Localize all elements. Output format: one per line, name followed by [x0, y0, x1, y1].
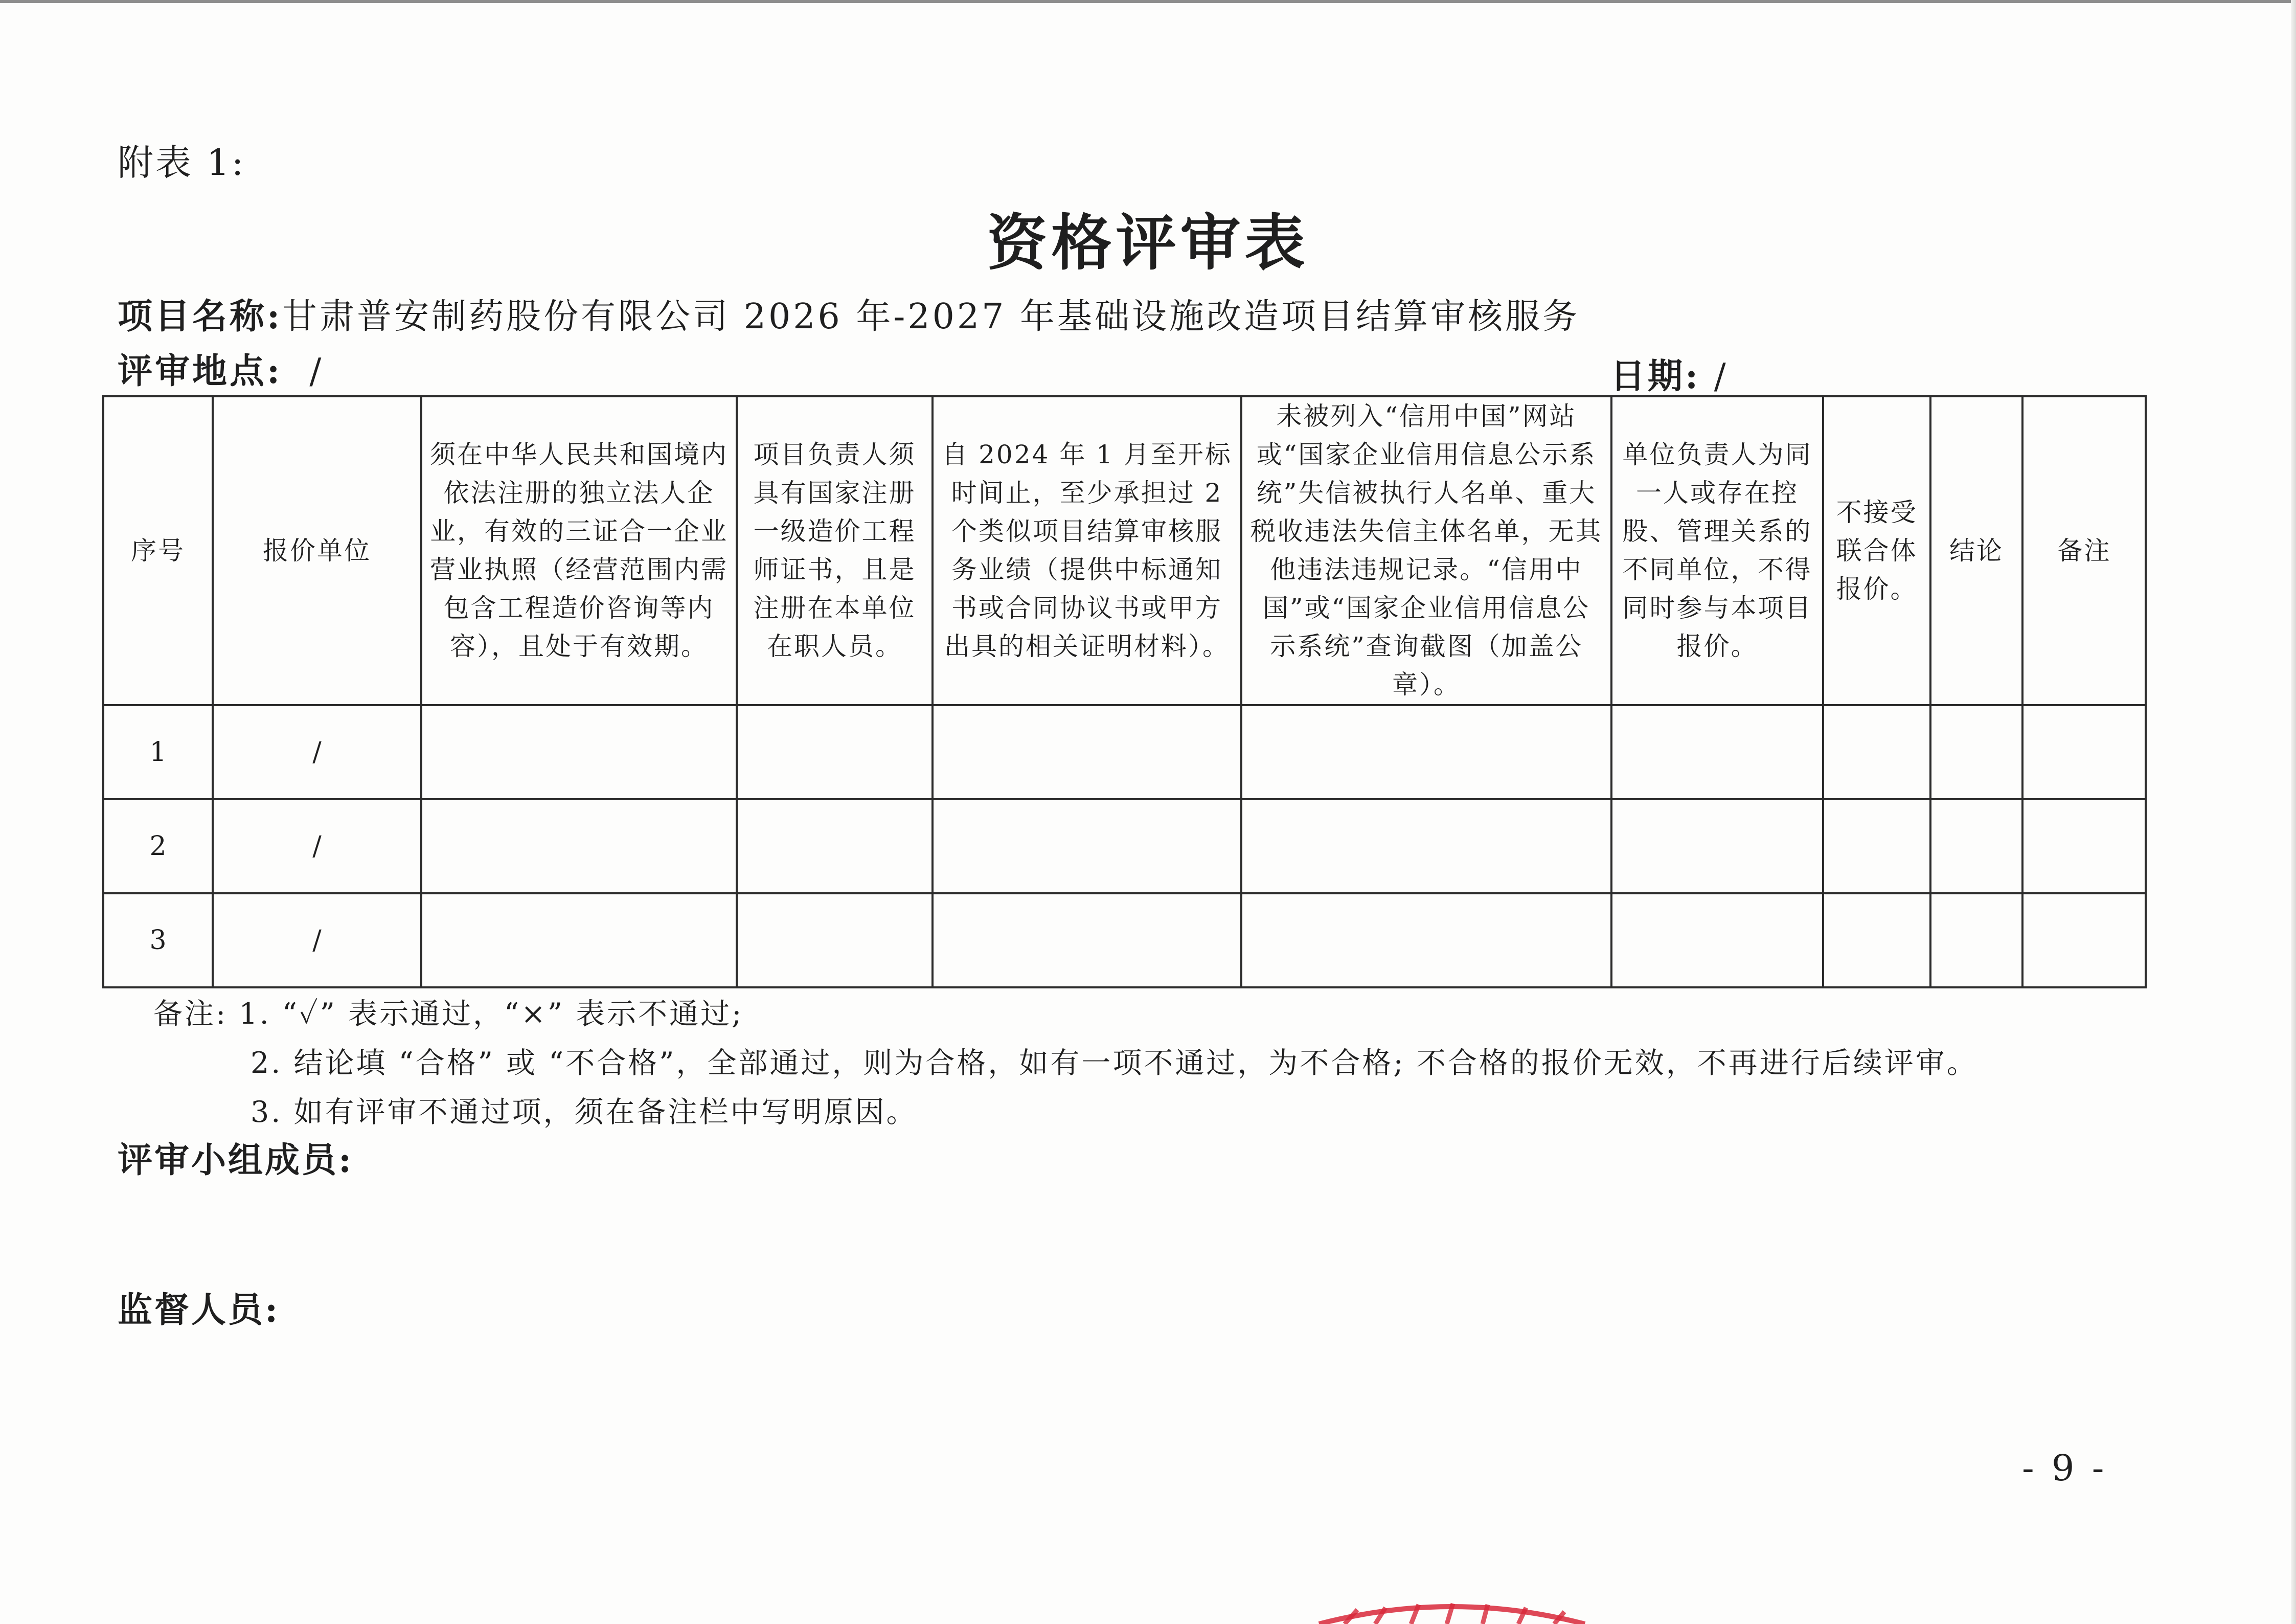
review-place-line: [118, 344, 324, 393]
empty-cell: [421, 893, 737, 987]
table-row: [103, 799, 2146, 893]
empty-cell: [2022, 705, 2146, 799]
row-number-cell: 1: [103, 705, 213, 799]
note-line-3: [153, 1088, 1978, 1137]
header-remarks: 备注: [2022, 396, 2146, 705]
document-title: 资格评审表: [987, 207, 1309, 278]
empty-cell: [933, 705, 1241, 799]
note-item: 1. “✓” 表示通过，“×” 表示不通过;: [239, 997, 744, 1031]
date-value: /: [1714, 356, 1729, 397]
date-label: 日期:: [1610, 356, 1701, 397]
date-line: [1610, 349, 1729, 398]
empty-cell: [421, 799, 737, 893]
bidder-cell: /: [213, 799, 421, 893]
empty-cell: [2022, 799, 2146, 893]
empty-cell: [933, 893, 1241, 987]
table-row: [103, 705, 2146, 799]
empty-cell: [737, 799, 933, 893]
empty-cell: [1611, 893, 1823, 987]
scan-edge-top: [0, 0, 2296, 3]
bidder-cell: /: [213, 893, 421, 987]
empty-cell: [1930, 705, 2022, 799]
header-performance-requirement: 自 2024 年 1 月至开标时间止，至少承担过 2 个类似项目结算审核服务业绩（提供中标通知书或合同协议书或甲方出具的相关证明材料）。: [933, 396, 1241, 705]
empty-cell: [1823, 705, 1930, 799]
header-conclusion: 结论: [1930, 396, 2022, 705]
bidder-cell: /: [213, 705, 421, 799]
notes-block: [153, 989, 1978, 1137]
empty-cell: [1241, 705, 1611, 799]
header-legal-entity-requirement: 须在中华人民共和国境内依法注册的独立法人企业，有效的三证合一企业营业执照（经营范围内需包含工程造价咨询等内容），且处于有效期。: [421, 396, 737, 705]
stamp-fragment-graphic: [1309, 1594, 1595, 1624]
empty-cell: [1241, 799, 1611, 893]
empty-cell: [737, 705, 933, 799]
row-number-cell: 2: [103, 799, 213, 893]
empty-cell: [737, 893, 933, 987]
empty-cell: [1241, 893, 1611, 987]
supervisor-label: 监督人员:: [118, 1290, 280, 1330]
row-number-cell: 3: [103, 893, 213, 987]
header-no-consortium: 不接受联合体报价。: [1823, 396, 1930, 705]
project-name-label: 项目名称:: [118, 296, 283, 337]
empty-cell: [1930, 799, 2022, 893]
review-place-value: /: [309, 351, 324, 392]
empty-cell: [1611, 705, 1823, 799]
empty-cell: [421, 705, 737, 799]
page-number: - 9 -: [2022, 1447, 2107, 1489]
header-serial-number: 序号: [103, 396, 213, 705]
note-line-1: [153, 989, 1978, 1039]
header-related-party-requirement: 单位负责人为同一人或存在控股、管理关系的不同单位，不得同时参与本项目报价。: [1611, 396, 1823, 705]
project-name-value: 甘肃普安制药股份有限公司 2026 年-2027 年基础设施改造项目结算审核服务: [282, 297, 1580, 337]
red-stamp-fragment: [1309, 1594, 1595, 1624]
empty-cell: [1823, 799, 1930, 893]
notes-label: 备注:: [153, 997, 228, 1031]
empty-cell: [933, 799, 1241, 893]
note-item: 3. 如有评审不通过项，须在备注栏中写明原因。: [251, 1095, 918, 1129]
header-project-leader-requirement: 项目负责人须具有国家注册一级造价工程师证书，且是注册在本单位在职人员。: [737, 396, 933, 705]
project-name-line: [118, 289, 1580, 339]
empty-cell: [1611, 799, 1823, 893]
empty-cell: [1823, 893, 1930, 987]
appendix-label: 附表 1:: [118, 142, 246, 184]
note-line-2: [153, 1039, 1978, 1088]
header-bidder: 报价单位: [213, 396, 421, 705]
review-place-label: 评审地点:: [118, 351, 283, 392]
review-panel-label: 评审小组成员:: [118, 1140, 354, 1181]
empty-cell: [2022, 893, 2146, 987]
table-row: [103, 893, 2146, 987]
table-header-row: [103, 396, 2146, 705]
note-item: 2. 结论填 “合格” 或 “不合格”，全部通过，则为合格，如有一项不通过，为不合格; 不合格的报价无效，不再进行后续评审。: [251, 1046, 1978, 1080]
empty-cell: [1930, 893, 2022, 987]
qualification-review-table: [102, 395, 2147, 988]
header-credit-record-requirement: 未被列入“信用中国”网站或“国家企业信用信息公示系统”失信被执行人名单、重大税收违法失信主体名单，无其他违法违规记录。“信用中国”或“国家企业信用信息公示系统”查询截图（加盖公章）。: [1241, 396, 1611, 705]
